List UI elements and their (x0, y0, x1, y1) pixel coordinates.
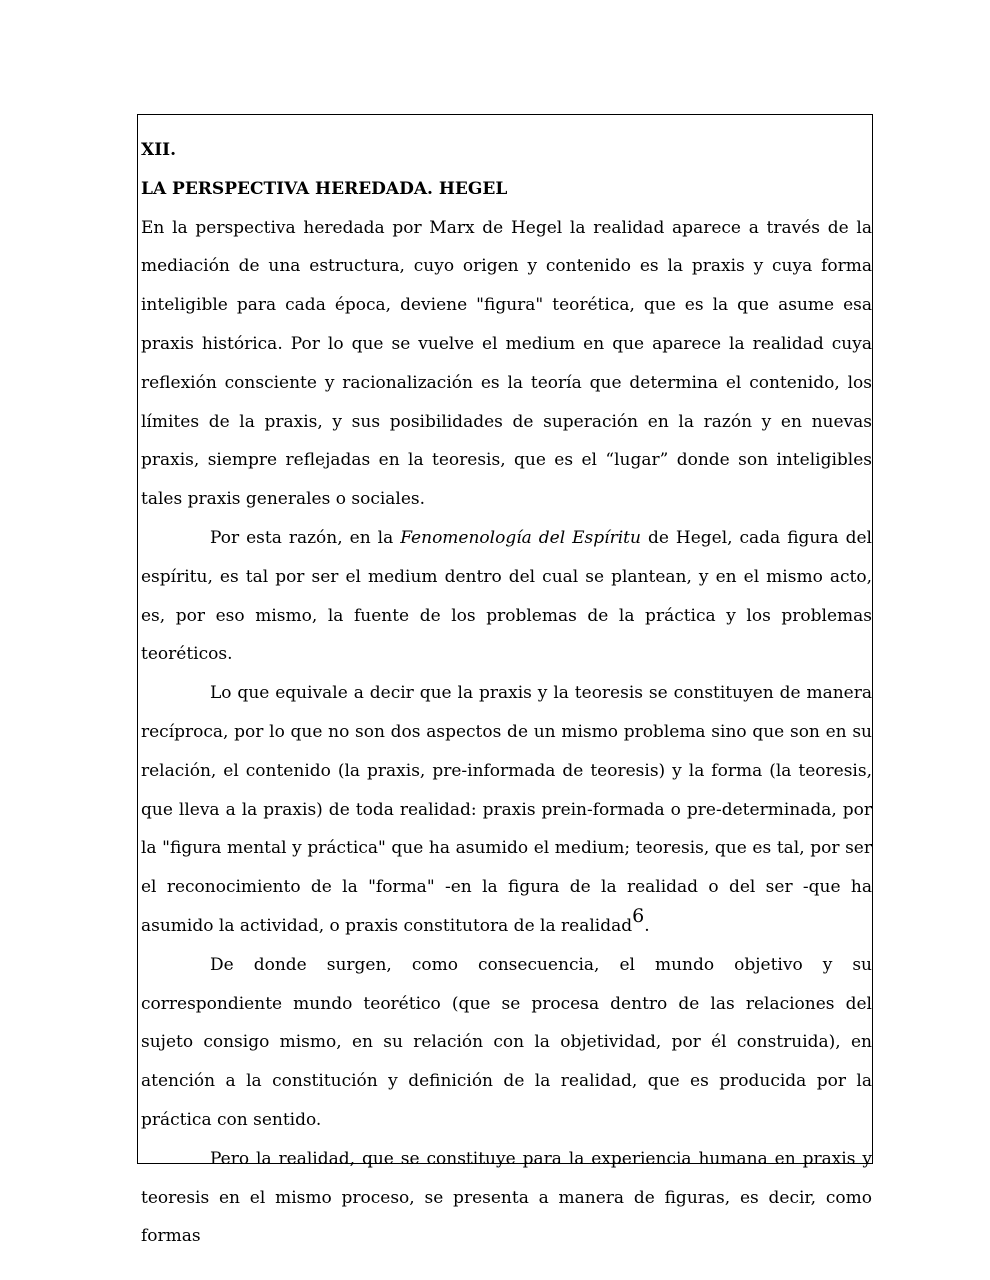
section-title: LA PERSPECTIVA HEREDADA. HEGEL (141, 178, 508, 199)
paragraph-3 (141, 674, 872, 946)
paragraph-3-text: Lo que equivale a decir que la praxis y la teoresis se constituyen de manera recíproca, por lo que no son dos aspectos de un mismo problema sino que son en su relación, el contenido (la praxis, pre-informada de teoresis) y la forma (la teoresis, que lleva a la praxis) de toda realidad: praxis prein-formada o pre-determinada, por la "figura mental y práctica" que ha asumido el medium; teoresis, que es tal, por ser el reconocimiento de la "forma" -en la figura de la realidad o del ser -que ha asumido la actividad, o praxis constitutora de la realidad (141, 683, 872, 936)
paragraph-2 (141, 519, 872, 674)
footnote-marker[interactable]: 6 (632, 904, 645, 927)
section-number: XII. (141, 140, 177, 160)
paragraph-1: En la perspectiva heredada por Marx de Hegel la realidad aparece a través de la mediación de una estructura, cuyo origen y contenido es la praxis y cuya forma inteligible para cada época, deviene "figura" teorética, que es la que asume esa praxis histórica. Por lo que se vuelve el medium en que aparece la realidad cuya reflexión consciente y racionalización es la teoría que determina el contenido, los límites de la praxis, y sus posibilidades de superación en la razón y en nuevas praxis, siempre reflejadas en la teoresis, que es el “lugar” donde son inteligibles tales praxis generales o sociales. (141, 217, 872, 510)
paragraph-5: Pero la realidad, que se constituye para la experiencia humana en praxis y teoresis en el mismo proceso, se presenta a manera de figuras, es decir, como formas (141, 1148, 872, 1247)
page-frame (137, 114, 873, 1247)
paragraph-4: De donde surgen, como consecuencia, el mundo objetivo y su correspondiente mundo teorético (que se procesa dentro de las relaciones del sujeto consigo mismo, en su relación con la objetividad, por él construida), en atención a la constitución y definición de la realidad, que es producida por la práctica con sentido. (141, 954, 872, 1130)
paragraph-2-end: de Hegel, cada figura del espíritu, es tal por ser el medium dentro del cual se plantean, y en el mismo acto, es, por eso mismo, la fuente de los problemas de la práctica y los problemas teoréticos. (141, 527, 872, 665)
document-body (141, 131, 872, 1256)
paragraph-2-start: Por esta razón, en la (210, 527, 401, 548)
paragraph-3-period: . (644, 915, 650, 936)
book-title: Fenomenología del Espíritu (400, 527, 641, 548)
